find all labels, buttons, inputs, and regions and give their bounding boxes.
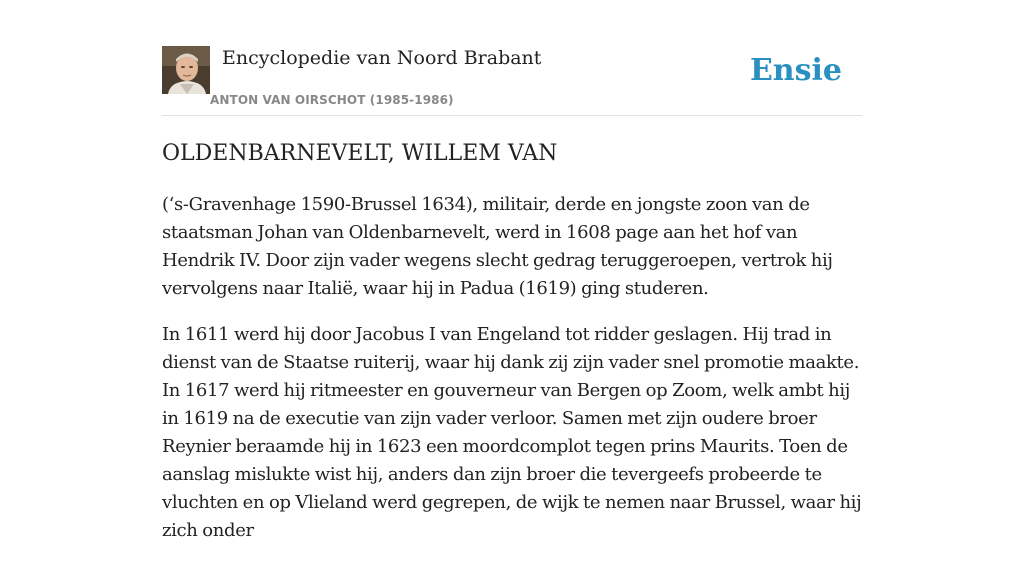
article [162, 138, 862, 563]
author-name[interactable]: ANTON VAN OIRSCHOT (1985-1986) [210, 93, 454, 107]
article-paragraph: (‘s-Gravenhage 1590-Brussel 1634), militair, derde en jongste zoon van de staatsman Johan van Oldenbarnevelt, werd in 1608 page aan het hof van Hendrik IV. Door zijn vader wegens slecht gedrag teruggeroepen, vertrok hij vervolgens naar Italië, waar hij in Padua (1619) ging studeren. [162, 194, 833, 299]
article-paragraph: In 1611 werd hij door Jacobus I van Engeland tot ridder geslagen. Hij trad in dienst van de Staatse ruiterij, waar hij dank zij zijn vader snel promotie maakte. In 1617 werd hij ritmeester en gouverneur van Bergen op Zoom, welk ambt hij in 1619 na de executie van zijn vader verloor. Samen met zijn oudere broer Reynier beraamde hij in 1623 een moordcomplot tegen prins Maurits. Toen de aanslag mislukte wist hij, anders dan zijn broer die tevergeefs probeerde te vluchten en op Vlieland werd gegrepen, de wijk te nemen naar Brussel, waar hij zich onder [162, 324, 862, 541]
source-title[interactable]: Encyclopedie van Noord Brabant [222, 47, 542, 69]
header-divider [162, 115, 862, 116]
portrait-image [162, 46, 210, 94]
ensie-logo[interactable]: Ensie [749, 53, 842, 88]
author-avatar[interactable] [162, 46, 210, 94]
header [162, 46, 862, 116]
article-headword: OLDENBARNEVELT, WILLEM VAN [162, 141, 558, 166]
